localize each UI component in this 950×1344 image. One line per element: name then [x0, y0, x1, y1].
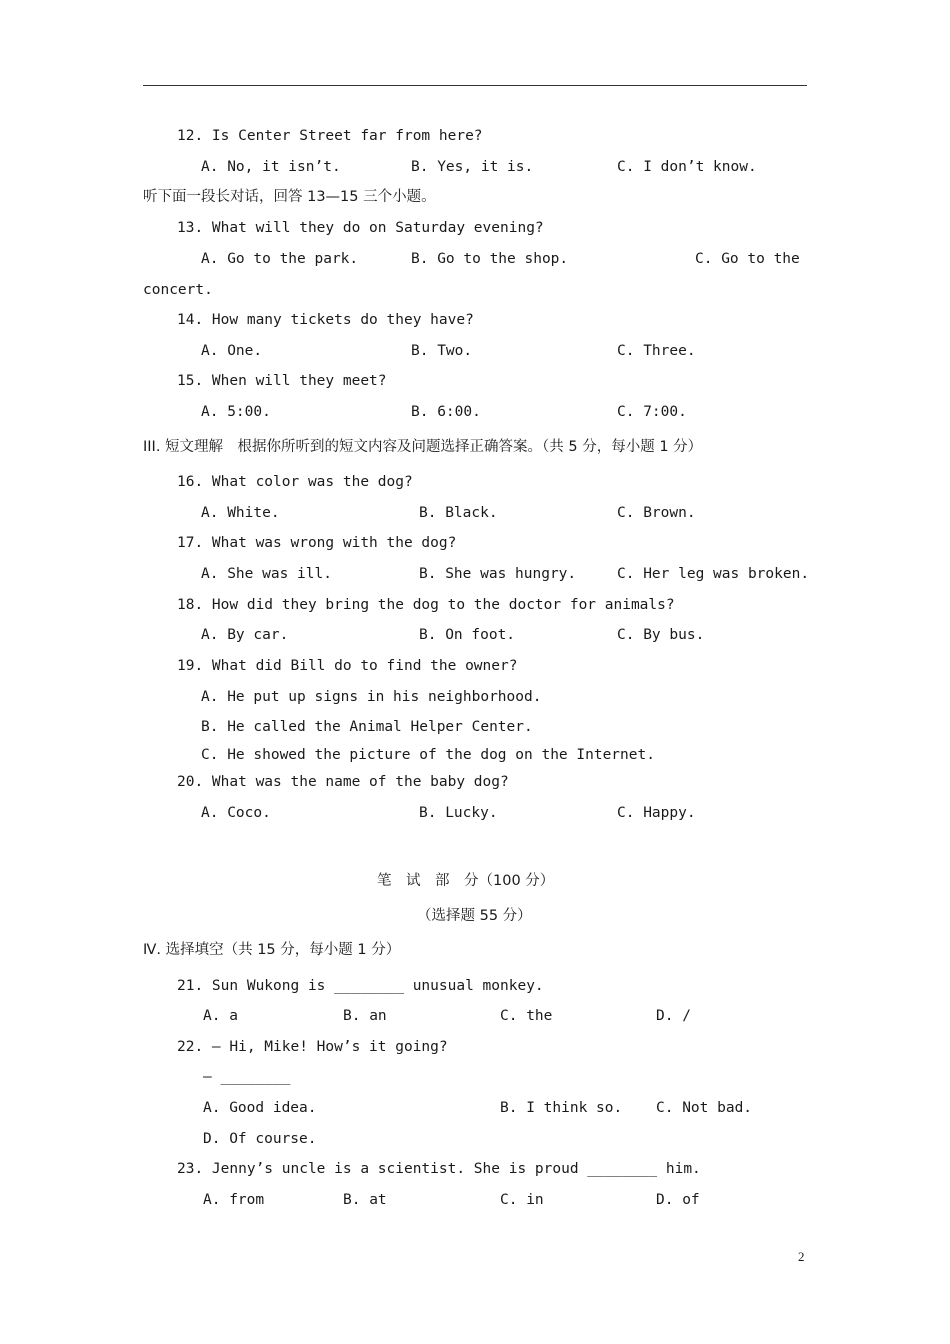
option-22b: B. I think so.	[500, 1100, 623, 1116]
question-21: 21. Sun Wukong is ________ unusual monkey.	[177, 978, 544, 994]
option-19b: B. He called the Animal Helper Center.	[201, 719, 533, 735]
question-19: 19. What did Bill do to find the owner?	[177, 658, 518, 674]
header-rule	[143, 85, 807, 86]
question-14: 14. How many tickets do they have?	[177, 312, 474, 328]
question-23: 23. Jenny’s uncle is a scientist. She is proud ________ him.	[177, 1161, 701, 1177]
option-13c-cont: concert.	[143, 282, 213, 298]
option-21a: A. a	[203, 1008, 238, 1024]
option-23d: D. of	[656, 1192, 700, 1208]
option-14c: C. Three.	[617, 343, 696, 359]
option-12a: A. No, it isn’t.	[201, 159, 341, 175]
option-12b: B. Yes, it is.	[411, 159, 534, 175]
written-heading: 笔 试 部 分（100 分）	[377, 873, 555, 889]
option-22c: C. Not bad.	[656, 1100, 753, 1116]
section-3-title: III. 短文理解 根据你所听到的短文内容及问题选择正确答案。（共 5 分，每小题 1 分）	[143, 439, 703, 455]
option-19c: C. He showed the picture of the dog on the Internet.	[201, 747, 655, 763]
question-22: 22. — Hi, Mike! How’s it going?	[177, 1039, 448, 1055]
option-22a: A. Good idea.	[203, 1100, 317, 1116]
option-14a: A. One.	[201, 343, 263, 359]
option-23b: B. at	[343, 1192, 387, 1208]
dialogue-intro: 听下面一段长对话，回答 13—15 三个小题。	[143, 189, 436, 205]
option-13b: B. Go to the shop.	[411, 251, 569, 267]
option-17c: C. Her leg was broken.	[617, 566, 810, 582]
option-16b: B. Black.	[419, 505, 498, 521]
option-15b: B. 6:00.	[411, 404, 481, 420]
option-14b: B. Two.	[411, 343, 473, 359]
section-4-title: Ⅳ. 选择填空（共 15 分，每小题 1 分）	[143, 942, 401, 958]
option-20b: B. Lucky.	[419, 805, 498, 821]
option-12c: C. I don’t know.	[617, 159, 757, 175]
question-16: 16. What color was the dog?	[177, 474, 413, 490]
question-20: 20. What was the name of the baby dog?	[177, 774, 509, 790]
option-13c: C. Go to the	[695, 251, 800, 267]
option-21d: D. /	[656, 1008, 691, 1024]
option-16c: C. Brown.	[617, 505, 696, 521]
question-18: 18. How did they bring the dog to the doctor for animals?	[177, 597, 675, 613]
question-13: 13. What will they do on Saturday evening?	[177, 220, 544, 236]
option-15c: C. 7:00.	[617, 404, 687, 420]
reply-22: — ________	[203, 1069, 291, 1085]
option-18a: A. By car.	[201, 627, 289, 643]
option-20c: C. Happy.	[617, 805, 696, 821]
option-17b: B. She was hungry.	[419, 566, 577, 582]
option-23c: C. in	[500, 1192, 544, 1208]
option-23a: A. from	[203, 1192, 265, 1208]
option-21b: B. an	[343, 1008, 387, 1024]
question-17: 17. What was wrong with the dog?	[177, 535, 457, 551]
option-22d: D. Of course.	[203, 1131, 317, 1147]
option-17a: A. She was ill.	[201, 566, 332, 582]
question-15: 15. When will they meet?	[177, 373, 387, 389]
option-18c: C. By bus.	[617, 627, 705, 643]
option-20a: A. Coco.	[201, 805, 271, 821]
page-number: 2	[798, 1249, 805, 1264]
option-21c: C. the	[500, 1008, 553, 1024]
option-15a: A. 5:00.	[201, 404, 271, 420]
option-16a: A. White.	[201, 505, 280, 521]
written-subheading: （选择题 55 分）	[417, 908, 532, 924]
option-13a: A. Go to the park.	[201, 251, 359, 267]
option-18b: B. On foot.	[419, 627, 516, 643]
question-12: 12. Is Center Street far from here?	[177, 128, 483, 144]
option-19a: A. He put up signs in his neighborhood.	[201, 689, 542, 705]
